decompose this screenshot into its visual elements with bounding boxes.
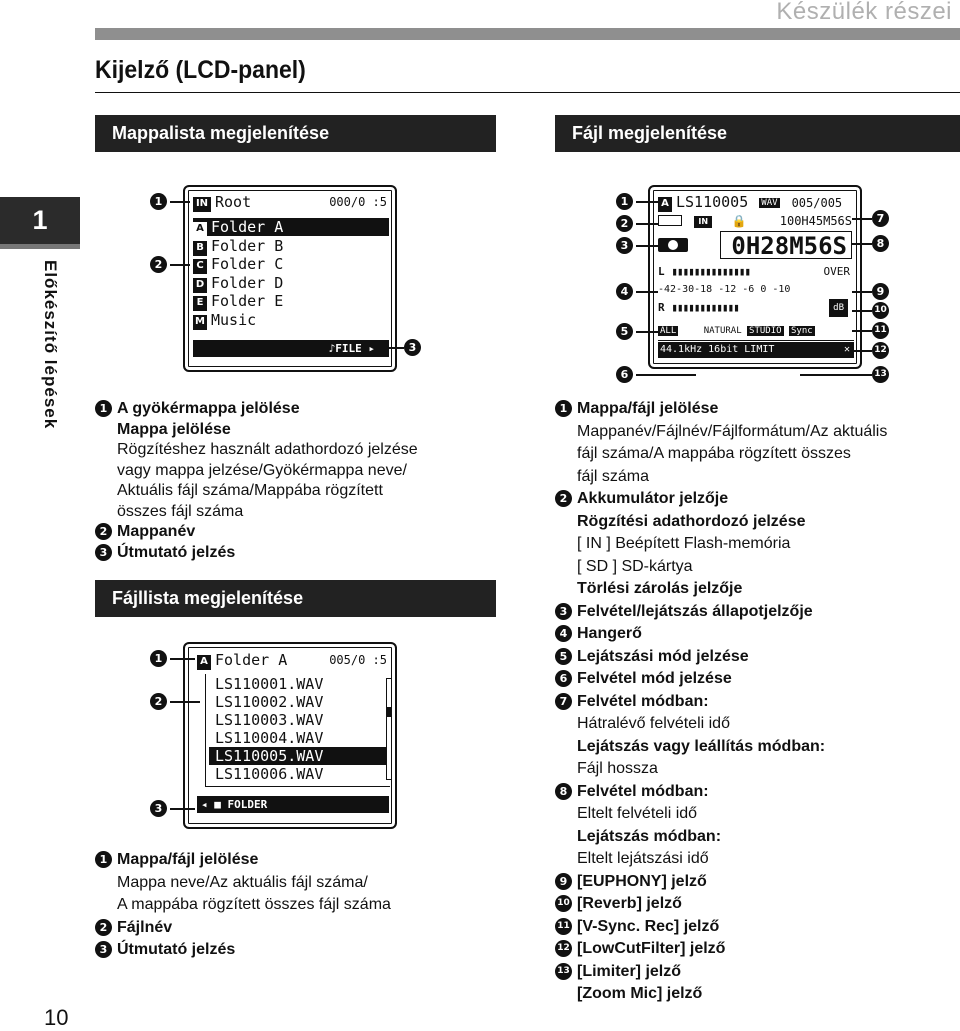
lock-icon: 🔒 xyxy=(731,214,747,228)
description-item xyxy=(555,782,709,802)
leader-line xyxy=(170,201,190,203)
root-label: Root xyxy=(215,193,252,211)
item-title: Mappa/fájl jelölése xyxy=(117,851,259,868)
item-number: 9 xyxy=(555,873,572,890)
description-item xyxy=(95,420,231,440)
item-number: 6 xyxy=(555,670,572,687)
file-row[interactable]: LS110003.WAV xyxy=(215,711,324,729)
description-item xyxy=(555,489,728,509)
memory-icon: IN xyxy=(193,197,211,212)
item-text: Aktuális fájl száma/Mappába rögzített xyxy=(117,482,383,499)
item-number: 8 xyxy=(555,783,572,800)
leader-line xyxy=(636,223,658,225)
item-title: [Reverb] jelző xyxy=(577,895,682,912)
leader-line xyxy=(852,291,872,293)
memory-icon: IN xyxy=(694,216,712,228)
status-indicator xyxy=(658,238,688,252)
description-item xyxy=(555,624,642,644)
battery-icon xyxy=(658,215,682,226)
folder-icon: A xyxy=(193,222,207,237)
callout-2: 2 xyxy=(150,256,167,274)
leader-line xyxy=(800,374,872,376)
leader-line xyxy=(852,218,872,220)
file-row[interactable]: LS110005.WAV xyxy=(209,747,387,765)
leader-line xyxy=(636,331,658,333)
callout-7: 7 xyxy=(872,210,889,228)
folder-a-icon: A xyxy=(197,655,211,670)
item-title: Útmutató jelzés xyxy=(117,543,236,561)
callout-8: 8 xyxy=(872,235,889,253)
item-title: [Limiter] jelző xyxy=(577,962,682,980)
leader-line xyxy=(852,350,872,352)
folder-icon: B xyxy=(193,241,207,256)
lcd-level-row: L ▮▮▮▮▮▮▮▮▮▮▮▮▮▮ OVER xyxy=(658,263,854,281)
file-display-lcd xyxy=(648,185,862,369)
description-item xyxy=(95,481,383,501)
item-number: 11 xyxy=(555,918,572,935)
folder-name: Folder A xyxy=(215,651,288,669)
leader-line xyxy=(852,243,872,245)
format-badge: WAV xyxy=(761,198,778,208)
item-text: Fájl hossza xyxy=(577,760,658,777)
description-item xyxy=(555,399,718,419)
callout-11: 11 xyxy=(872,322,889,340)
lcd-guide-row xyxy=(197,796,389,813)
leader-line xyxy=(170,808,195,810)
elapsed-time: 0H28M56S xyxy=(720,231,852,259)
chapter-label: Előkészítő lépések xyxy=(41,260,60,430)
rec-mode: 44.1kHz 16bit LIMIT xyxy=(660,344,775,355)
file-list-lcd xyxy=(183,642,397,829)
level-scale: -42-30-18 -12 -6 0 -10 xyxy=(658,284,791,295)
item-number: 3 xyxy=(95,941,112,958)
item-title: Felvétel módban: xyxy=(577,692,709,710)
description-item xyxy=(95,850,258,870)
item-number: 10 xyxy=(555,895,572,912)
folder-name: Folder E xyxy=(211,292,284,310)
item-number: 3 xyxy=(95,544,112,561)
callout-6: 6 xyxy=(616,366,633,384)
leader-line xyxy=(636,291,658,293)
leader-line xyxy=(636,374,696,376)
item-number: 3 xyxy=(555,603,572,620)
item-number: 2 xyxy=(555,490,572,507)
description-item xyxy=(555,939,725,959)
item-text: összes fájl száma xyxy=(117,502,244,520)
folder-a-icon: A xyxy=(658,197,672,212)
item-title: Mappa/fájl jelölése xyxy=(577,400,719,417)
callout-13: 13 xyxy=(872,366,889,384)
play-mode: ALL xyxy=(660,326,677,336)
item-title: [V-Sync. Rec] jelző xyxy=(577,917,720,935)
chapter-tab-underline xyxy=(0,244,80,249)
description-item xyxy=(555,557,693,577)
item-title: Mappanév xyxy=(117,523,196,540)
leader-line xyxy=(852,330,872,332)
item-text: [ SD ] SD-kártya xyxy=(577,557,693,575)
folder-count: 000/0 :5 xyxy=(329,195,387,209)
item-title: Rögzítési adathordozó jelzése xyxy=(577,512,806,530)
description-item xyxy=(95,873,368,893)
lcd-status-row xyxy=(658,212,854,230)
item-text: [ IN ] Beépített Flash-memória xyxy=(577,535,791,552)
chapter-tab: 1 xyxy=(0,197,80,244)
callout-4: 4 xyxy=(616,283,633,301)
description-item xyxy=(95,940,235,960)
callout-9: 9 xyxy=(872,283,889,301)
item-number: 1 xyxy=(95,400,112,417)
file-count: 005/0 :5 xyxy=(329,653,387,667)
description-item xyxy=(555,602,813,622)
file-list-band: Fájllista megjelenítése xyxy=(95,580,496,617)
lcd-file-row xyxy=(658,193,842,211)
item-text: vagy mappa jelzése/Gyökérmappa neve/ xyxy=(117,461,407,479)
description-item xyxy=(95,918,172,938)
zoom-icon: ✕ xyxy=(843,344,850,355)
item-title: Felvétel módban: xyxy=(577,782,709,800)
item-title: Hangerő xyxy=(577,625,642,642)
lcd-mode-row xyxy=(658,322,854,341)
callout-2: 2 xyxy=(616,215,633,233)
item-number: 1 xyxy=(555,400,572,417)
description-item xyxy=(555,827,721,847)
item-number: 4 xyxy=(555,625,572,642)
folder-row[interactable] xyxy=(193,255,389,273)
folder-name: Folder C xyxy=(211,255,284,273)
item-title: Fájlnév xyxy=(117,918,173,936)
file-display-band: Fájl megjelenítése xyxy=(555,115,960,152)
leader-line xyxy=(170,264,190,266)
item-title: Lejátszás vagy leállítás módban: xyxy=(577,737,826,755)
description-item xyxy=(95,502,243,522)
description-item xyxy=(555,849,709,869)
item-number: 12 xyxy=(555,940,572,957)
description-item xyxy=(555,422,887,442)
item-number: 2 xyxy=(95,919,112,936)
item-text: Hátralévő felvételi idő xyxy=(577,715,730,732)
description-item xyxy=(95,543,235,563)
callout-10: 10 xyxy=(872,302,889,320)
description-item xyxy=(95,440,418,460)
item-number: 1 xyxy=(95,851,112,868)
callout-1: 1 xyxy=(150,193,167,211)
folder-row[interactable] xyxy=(193,274,389,292)
folder-name: Folder A xyxy=(211,218,284,236)
page-title: Kijelző (LCD-panel) xyxy=(95,56,306,84)
callout-2: 2 xyxy=(150,693,167,711)
item-title: Felvétel mód jelzése xyxy=(577,670,732,687)
leader-line xyxy=(170,701,200,703)
vsync-mode: Sync xyxy=(790,326,813,336)
file-row[interactable]: LS110002.WAV xyxy=(215,693,324,711)
folder-icon: D xyxy=(193,278,207,293)
db-label: dB xyxy=(829,299,848,317)
file-guide: ♪FILE ▸ xyxy=(328,342,375,355)
folder-row[interactable] xyxy=(193,292,389,310)
leader-line xyxy=(636,201,658,203)
lcd-root-row xyxy=(193,193,389,211)
item-title: [LowCutFilter] jelző xyxy=(577,940,726,957)
reverb-mode: STUDIO xyxy=(749,326,782,336)
callout-3: 3 xyxy=(616,237,633,255)
description-item xyxy=(555,804,697,824)
item-number: 5 xyxy=(555,648,572,665)
description-item xyxy=(95,461,407,481)
item-text: A mappába rögzített összes fájl száma xyxy=(117,896,391,913)
description-item xyxy=(555,962,681,982)
description-item xyxy=(555,872,707,892)
callout-5: 5 xyxy=(616,323,633,341)
callout-1: 1 xyxy=(616,193,633,211)
item-title: [Zoom Mic] jelző xyxy=(577,985,703,1002)
leader-line xyxy=(852,310,872,312)
callout-12: 12 xyxy=(872,342,889,360)
page-number: 10 xyxy=(44,1005,69,1030)
leader-line xyxy=(384,347,404,349)
folder-name: Folder D xyxy=(211,273,284,292)
file-count: 005/005 xyxy=(791,196,843,210)
description-item xyxy=(95,522,195,542)
lcd-level-row-r: R ▮▮▮▮▮▮▮▮▮▮▮▮ dB xyxy=(658,299,854,317)
description-item xyxy=(555,737,825,757)
item-title: Mappa jelölése xyxy=(117,420,231,438)
folder-icon: E xyxy=(193,296,207,311)
leader-line xyxy=(636,245,658,247)
description-item xyxy=(555,894,682,914)
description-item xyxy=(555,512,805,532)
description-item xyxy=(555,467,649,487)
description-item xyxy=(555,647,749,667)
description-item xyxy=(555,984,702,1004)
description-item xyxy=(555,692,709,712)
description-item xyxy=(555,534,790,554)
folder-row[interactable] xyxy=(193,311,389,329)
file-row[interactable]: LS110004.WAV xyxy=(215,729,324,747)
description-item xyxy=(555,917,719,937)
folder-list-band: Mappalista megjelenítése xyxy=(95,115,496,152)
description-item xyxy=(555,579,742,599)
description-item xyxy=(555,714,730,734)
item-text: fájl száma/A mappába rögzített összes xyxy=(577,445,851,462)
callout-3: 3 xyxy=(404,339,421,357)
folder-icon: M xyxy=(193,315,207,330)
callout-1: 1 xyxy=(150,650,167,668)
item-text: Eltelt felvételi idő xyxy=(577,805,698,822)
description-item xyxy=(555,759,658,779)
leader-line xyxy=(170,658,195,660)
folder-name: Music xyxy=(211,310,257,329)
folder-icon: C xyxy=(193,259,207,274)
description-item xyxy=(95,895,391,915)
item-number: 13 xyxy=(555,963,572,980)
scrollbar[interactable] xyxy=(386,678,392,780)
over-label: OVER xyxy=(823,265,850,278)
header-bar xyxy=(95,28,960,40)
folder-row[interactable] xyxy=(193,218,389,236)
item-text: Eltelt lejátszási idő xyxy=(577,850,709,867)
item-text: fájl száma xyxy=(577,467,650,485)
item-number: 7 xyxy=(555,693,572,710)
folder-guide: ◂ ■ FOLDER xyxy=(201,798,268,811)
item-title: Lejátszás módban: xyxy=(577,827,722,845)
remain-time: 100H45M56S xyxy=(779,214,852,228)
lcd-folder-row xyxy=(197,651,389,669)
item-title: Akkumulátor jelzője xyxy=(577,490,729,507)
file-name: LS110005 xyxy=(676,193,749,211)
title-rule xyxy=(95,92,960,93)
item-number: 2 xyxy=(95,523,112,540)
description-item xyxy=(555,444,851,464)
euphony-mode: NATURAL xyxy=(703,326,742,336)
file-row[interactable]: LS110001.WAV xyxy=(215,675,324,693)
folder-list-lcd xyxy=(183,185,397,372)
item-title: Lejátszási mód jelzése xyxy=(577,647,749,665)
section-title: Készülék részei xyxy=(776,0,952,25)
file-row[interactable]: LS110006.WAV xyxy=(215,765,324,783)
callout-3: 3 xyxy=(150,800,167,818)
item-title: [EUPHONY] jelző xyxy=(577,872,707,890)
item-text: Mappa neve/Az aktuális fájl száma/ xyxy=(117,873,368,891)
description-item xyxy=(555,669,732,689)
item-title: A gyökérmappa jelölése xyxy=(117,400,300,417)
item-text: Mappanév/Fájlnév/Fájlformátum/Az aktuális xyxy=(577,422,888,440)
lcd-rec-row xyxy=(658,342,854,358)
folder-row[interactable] xyxy=(193,237,389,255)
folder-name: Folder B xyxy=(211,236,284,255)
item-title: Útmutató jelzés xyxy=(117,941,236,958)
item-title: Törlési zárolás jelzője xyxy=(577,580,743,597)
lcd-guide-row xyxy=(193,340,389,357)
item-title: Felvétel/lejátszás állapotjelzője xyxy=(577,602,813,620)
item-text: Rögzítéshez használt adathordozó jelzése xyxy=(117,441,418,458)
description-item xyxy=(95,399,300,419)
